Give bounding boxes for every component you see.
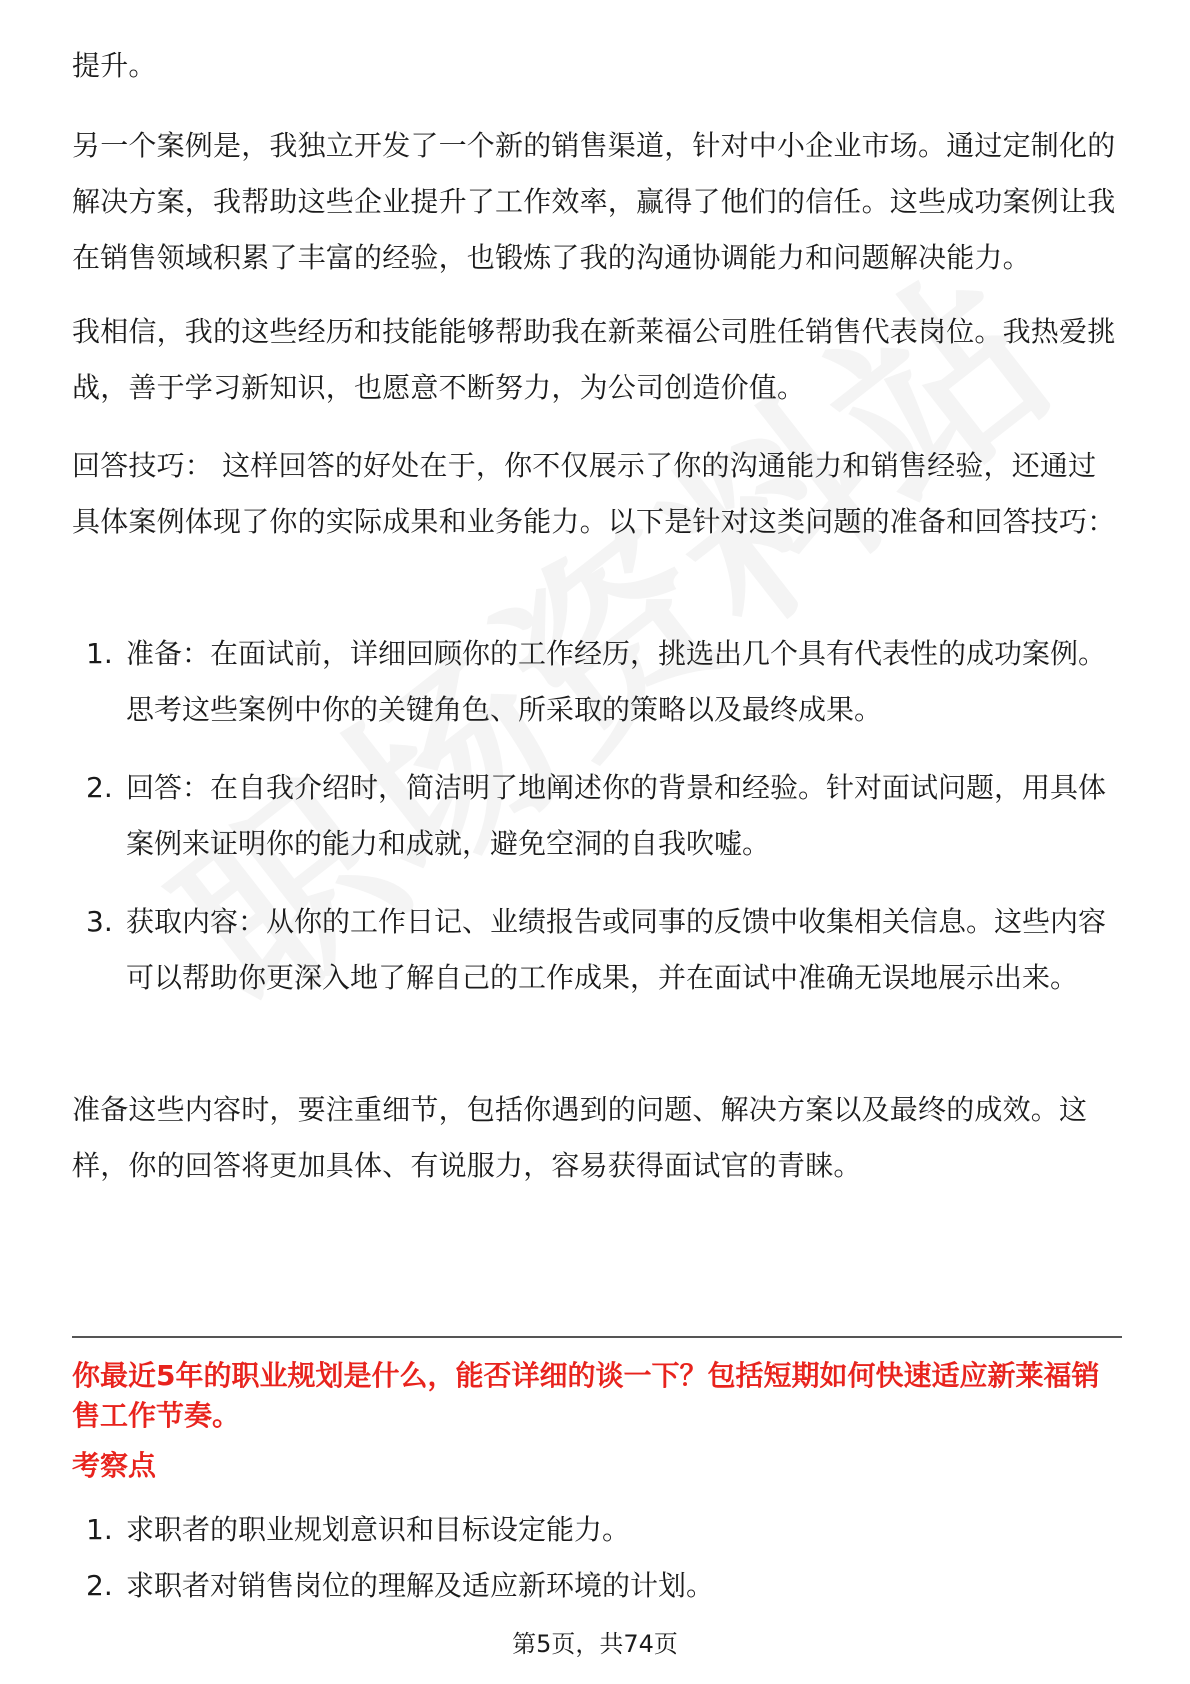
- list-item-text: 求职者的职业规划意识和目标设定能力。: [126, 1513, 631, 1546]
- list-number: 2.: [86, 771, 113, 804]
- list-item-text: 求职者对销售岗位的理解及适应新环境的计划。: [126, 1569, 715, 1602]
- assessment-point: [86, 1558, 1122, 1614]
- section-divider: [72, 1336, 1122, 1338]
- paragraph-answer-tips: 回答技巧： 这样回答的好处在于，你不仅展示了你的沟通能力和销售经验，还通过具体案例体现了你的实际成果和业务能力。以下是针对这类问题的准备和回答技巧：: [72, 449, 1116, 538]
- page-number-footer: 第5页，共74页: [512, 1630, 678, 1658]
- list-number: 1.: [86, 1513, 113, 1546]
- list-item-prepare: [86, 626, 1122, 738]
- list-number: 1.: [86, 637, 113, 670]
- list-number: 3.: [86, 905, 113, 938]
- list-item-answer: [86, 760, 1122, 872]
- paragraph-prepare-details: 准备这些内容时，要注重细节，包括你遇到的问题、解决方案以及最终的成效。这样，你的回答将更加具体、有说服力，容易获得面试官的青睐。: [72, 1093, 1088, 1182]
- interview-question-heading: 你最近5年的职业规划是什么，能否详细的谈一下？包括短期如何快速适应新莱福销售工作节奏。: [72, 1359, 1100, 1432]
- list-item-text: 回答：在自我介绍时，简洁明了地阐述你的背景和经验。针对面试问题，用具体案例来证明你的能力和成就，避免空洞的自我吹嘘。: [126, 771, 1107, 860]
- paragraph-belief: 我相信，我的这些经历和技能能够帮助我在新莱福公司胜任销售代表岗位。我热爱挑战，善于学习新知识，也愿意不断努力，为公司创造价值。: [72, 315, 1116, 404]
- list-item-gather-content: [86, 894, 1122, 1006]
- assessment-points-heading: 考察点: [72, 1449, 157, 1482]
- list-item-text: 准备：在面试前，详细回顾你的工作经历，挑选出几个具有代表性的成功案例。思考这些案例中你的关键角色、所采取的策略以及最终成果。: [126, 637, 1107, 726]
- paragraph-case-example: 另一个案例是，我独立开发了一个新的销售渠道，针对中小企业市场。通过定制化的解决方案，我帮助这些企业提升了工作效率，赢得了他们的信任。这些成功案例让我在销售领域积累了丰富的经验，也锻炼了我的沟通协调能力和问题解决能力。: [72, 129, 1116, 274]
- list-number: 2.: [86, 1569, 113, 1602]
- list-item-text: 获取内容：从你的工作日记、业绩报告或同事的反馈中收集相关信息。这些内容可以帮助你更深入地了解自己的工作成果，并在面试中准确无误地展示出来。: [126, 905, 1107, 994]
- assessment-point: [86, 1502, 1122, 1558]
- paragraph-continuation: 提升。: [72, 49, 157, 82]
